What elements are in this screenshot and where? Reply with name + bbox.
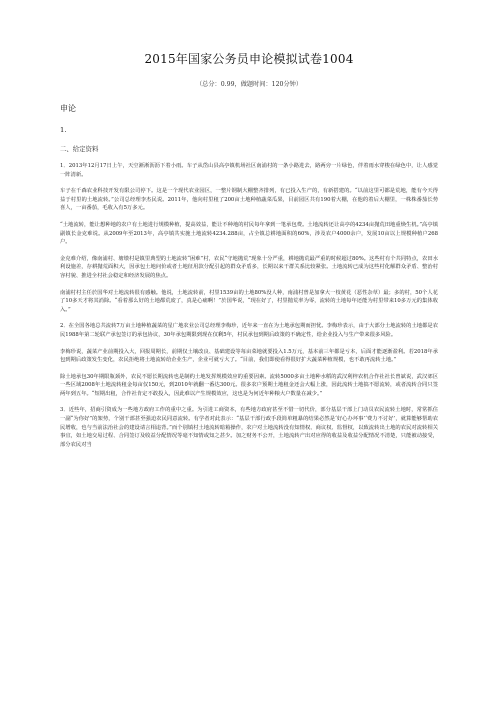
paragraph: 南浦村村主任於国华对土地流转很有感触。他说，土地流转前，村里1539亩的土地80%没人种，南浦村曾是加拿大一枝黄花（恶性杂草）最；多的村，50个人花了10多天才将其消除。“看着那么好的土地都荒废了，真是心痛啊！”於国华说，“现在好了，村里抛荒率为零，流转的土地每年还能为村里带来10多万元的集体收入。” — [60, 289, 438, 313]
paragraph: 3．近些年，招商引资成为一些地方政府工作的重中之重。为引进工商资本，有些地方政府甚至不惜一切代价，部分基层干部上门动员农民流转土地时，常常抓住一副“为你好”的架势，个别干部甚至强迫农民同意流转。有学者对此表示：“基层干部行政手段简单粗暴的结果必然是‘好心办坏事’‘费力不讨好’，就算能够帮助农民增收，也与当前法治社会的建设请言相违背。”而个别镇村土地流转暗箱操作，农户对土地流转没有知情权、商议权、监督权，以致流转出土地的农民对流转相关事宜，如土地交易过程、合同签订及收益分配情况等毫不知情或知之甚少。加之财务不公开，土地流转产出对应得的收益及收益分配情况不清楚，只能被动接受，部分农民对当 — [60, 407, 438, 448]
section-heading: 申论 — [60, 104, 76, 113]
document-page — [60, 50, 438, 457]
subheading: 二、给定资料 — [60, 145, 99, 153]
paragraph: 金克难介绍，像南浦村、塘墩村是镇里典型的土地流转“困难”村，农民“守地抛荒”现象十分严重，耕地抛荒最严重的时候超过80%。这些村有个共同特点，农田水利设施差，存耕抛荒面积大，因承包土地问价或者土地征用款分配引起的群众矛盾多，长期以来干群关系比较紧张。土地流转已成为这些村化解群众矛盾、整治村容村貌、推进全村社会稳定和经济发展的焦点。 — [60, 255, 438, 279]
paragraph: 车子在千森农业科技开发有限公司停下。这是一个现代农业园区，一整片钢制大棚整齐排列，有已投入生产的，有新搭建的。“以前这里可都是荒地，能有今天得益于村里的土地流转。”公司总经理李杰民说。2011年，他向村里租了200亩土地种植蔬菜瓜果，目前园区共有190着大棚，在他的着后大棚里，一株株番茄长势喜人，一亩番茄，毛收入有5万多元。 — [60, 188, 438, 212]
paragraph: 李梅珍说，蔬菜产业前期投入大，回报周期长，前期仅土壤改良、基础建设等每亩菜地就要投入1.5万元，基本前三年都是亏本，后面才能逐渐盈利。若2018年承包到期后政策发生变化，农民拒绝将土地流转给企业生产，企业可就亏大了。“目前，我们即使看得很好扩大蔬菜种植规模，也不敢再流转土地。” — [60, 348, 438, 364]
question-number: 1. — [60, 126, 67, 134]
paragraph: 2．在全国各地总共流转7万亩土地种植蔬菜的星广地农业公司总经理李梅珍，近年来一直在为土地承包期而担忧。李梅珍表示，由于大部分土地流转的土地都是农民1988年第二轮联产承包签订的承包协议，30年承包期限到现在仅剩5年，村民承包到期后政策的不确定性，给企业投入与生产带来很多风险。 — [60, 323, 438, 338]
exam-meta: （总分：0.99，做题时间：120分钟） — [195, 81, 303, 88]
paragraph: 1．2013年12月17日上午，天空淅淅沥沥下着小雨。车子从岱山县高亭镇机场社区南浦村的一条小路进去，路两旁一片绿色，伴着雨水穿梭在绿色中，让人感觉一阵清新。 — [60, 163, 438, 178]
document-title: 2015年国家公务员申论模拟试卷1004 — [144, 52, 354, 66]
paragraph: “土地流转，能让想种地的农户有土地进行规模种植，提高效益，能让不种地的村民每年拿到一笔承包费。土地流转还让高亭的4234亩抛荒田地重焕生机。”高亭镇副镇长金克难说。从2009年至2013年，高亭镇共实施土地流转4234.288亩，占全镇总耕地面积的60%，涉及农户4000余户，发展10亩以上规模种植户268户。 — [60, 221, 438, 246]
paragraph: 除土地承包30年期限瓶颈外，农民不愿长期流转也是制约土地发挥规模效应的重要因素。流转5000多亩土地种水稻的武汉利梓农机合作社社长曾斌说，武汉郊区一些区域2008年土地流转租金每亩仅150元，到2010年就翻一番达300元。很多农户预期土地租金还会大幅上涨，因此流转土地搞不愿流转，或者流转合同只签两年到五年。“短期出租，合作社肯定不敢投入，因此难以产生规模效应，这也是为何近年种粮大户数量在减少。” — [60, 373, 438, 397]
